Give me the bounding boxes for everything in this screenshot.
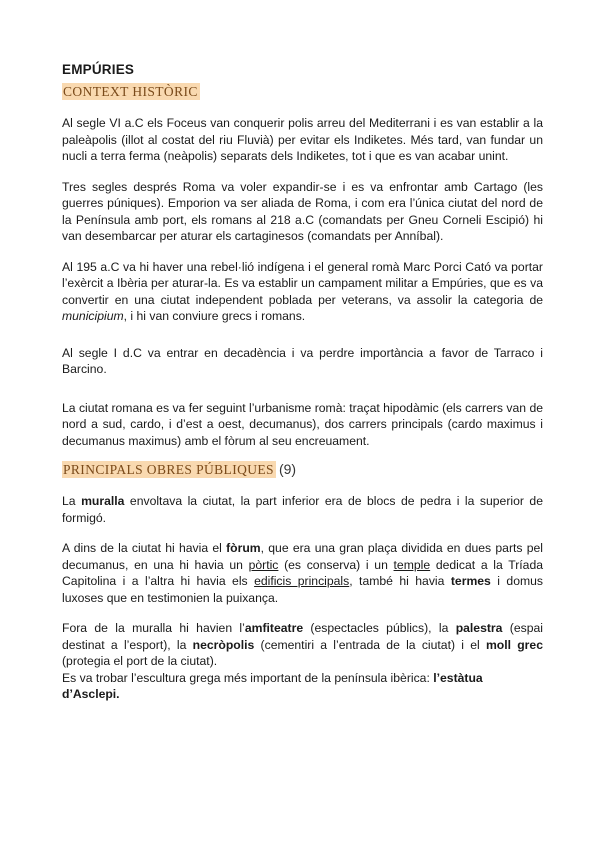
text-run: La: [62, 494, 82, 508]
section-heading-context: CONTEXT HISTÒRIC: [63, 84, 198, 99]
text-run: (espai destinat a l’esport), la: [62, 621, 543, 652]
italic-term: municipium: [62, 309, 124, 323]
paragraph-foceus: Al segle VI a.C els Foceus van conquerir polis arreu del Mediterrani i es van establir a la paleàpolis (illot al costat del riu Fluvià) per evitar els Indiketes. Més tard, van fundar un nucli a terra ferma (neàpolis) separats dels Indiketes, tot i que es van acabar unint.: [62, 116, 543, 163]
paragraph-rebellio: [62, 259, 543, 325]
text-run: Es va trobar l’escultura grega més important de la península ibèrica:: [62, 670, 434, 685]
section-heading-obres: PRINCIPALS OBRES PÚBLIQUES: [63, 462, 274, 477]
text-run: (cementiri a l’entrada de la ciutat) i el: [254, 637, 486, 652]
paragraph-roma-cartago: Tres segles després Roma va voler expandir-se i es va enfrontar amb Cartago (les guerres púniques). Emporion va ser aliada de Roma, i com era l’única ciutat del nord de la Península amb port, els romans al 218 a.C (comandats per Gneu Corneli Escipió) hi van desembarcar per aturar els cartaginesos (comandats per Anníbal).: [62, 179, 543, 243]
bold-term: muralla: [81, 494, 125, 508]
text-run: i domus luxoses que en testimonien la puixança.: [62, 574, 543, 605]
text-run: , i hi van conviure grecs i romans.: [123, 309, 306, 323]
bold-term: necròpolis: [192, 637, 255, 652]
paragraph-asclepi: [62, 670, 543, 703]
paragraph-forum: [62, 540, 543, 606]
text-run: (es conserva) i un: [278, 557, 394, 572]
paragraph-decadencia: Al segle I d.C va entrar en decadència i va perdre importància a favor de Tarraco i Barcino.: [62, 345, 543, 376]
text-run: , que era una gran plaça dividida en dues parts pel decumanus, en una hi havia un: [62, 541, 543, 572]
bold-term: termes: [450, 574, 491, 588]
underlined-term: pòrtic: [248, 557, 279, 572]
text-run: (espectacles públics), la: [303, 621, 456, 635]
text-run: dedicat a la Tríada Capitolina i a l’altra hi havia els: [62, 557, 543, 588]
text-run: envoltava la ciutat, la part inferior era de blocs de pedra i la superior de formigó.: [62, 494, 543, 525]
underlined-term: edificis principals: [254, 574, 350, 588]
section-context-header: [62, 83, 543, 101]
text-run: , també hi havia: [349, 574, 451, 588]
text-run: Al 195 a.C va hi haver una rebel·lió indígena i el general romà Marc Porci Cató va portar l’exèrcit a Ibèria per aturar-la. Es va establir un campament militar a Empúries, que es va convertir en una ciutat independent poblada per veterans, va assolir la categoria de: [62, 259, 543, 307]
bold-term: moll grec: [485, 637, 543, 652]
underlined-term: temple: [393, 557, 431, 572]
paragraph-muralla: [62, 493, 543, 526]
text-run: Fora de la muralla hi havien l’: [62, 621, 245, 635]
paragraph-fora-muralla: [62, 620, 543, 670]
paragraph-urbanisme: La ciutat romana es va fer seguint l’urbanisme romà: traçat hipodàmic (els carrers van de nord a sud, cardo, i d’est a oest, decumanus), dos carrers principals (cardo maximus i decumanus maximus) amb el fòrum al seu encreuament.: [62, 400, 543, 448]
document-page: [62, 62, 543, 717]
text-run: A dins de la ciutat hi havia el: [62, 541, 227, 555]
text-run: (protegia el port de la ciutat).: [62, 654, 218, 668]
section-count: (9): [278, 461, 297, 477]
bold-term: amfiteatre: [244, 621, 304, 635]
bold-term: palestra: [455, 621, 503, 635]
document-title: EMPÚRIES: [62, 62, 135, 77]
section-obres-header: [62, 461, 543, 479]
bold-term: l’estàtua d’Asclepi.: [62, 670, 483, 701]
bold-term: fòrum: [226, 541, 261, 555]
